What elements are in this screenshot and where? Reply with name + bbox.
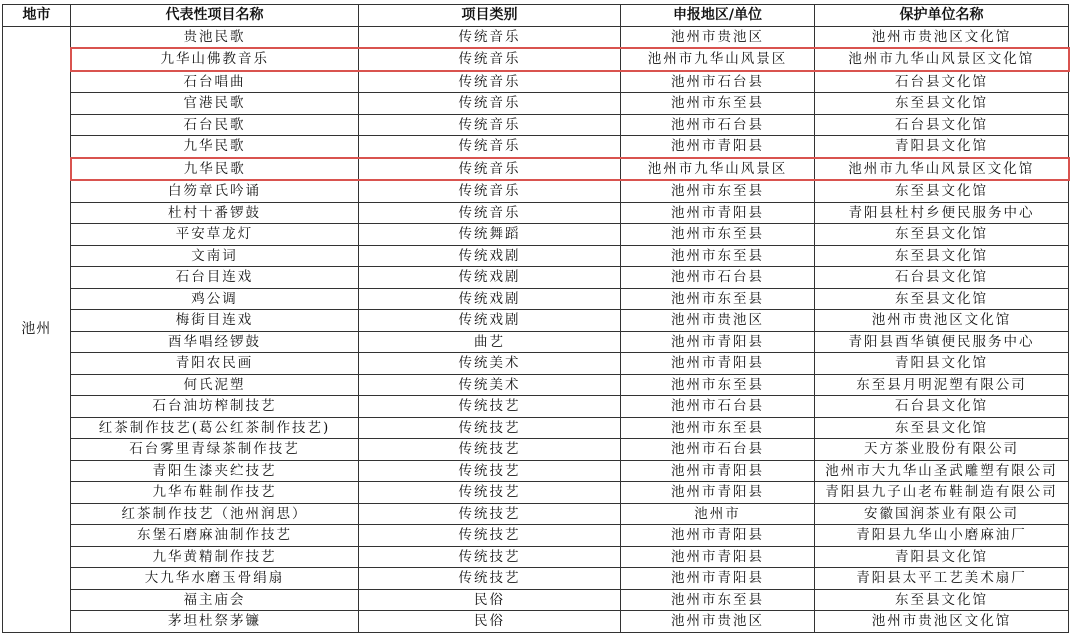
table-row (3, 158, 1069, 181)
table-row (3, 417, 1069, 439)
category-cell: 传统技艺 (359, 460, 621, 482)
unit-cell: 石台县文化馆 (815, 71, 1069, 93)
region-cell: 池州市青阳县 (621, 568, 815, 590)
category-cell: 传统技艺 (359, 568, 621, 590)
table-row (3, 310, 1069, 332)
project-cell: 官港民歌 (71, 93, 359, 115)
category-cell: 传统音乐 (359, 71, 621, 93)
unit-cell: 池州市贵池区文化馆 (815, 611, 1069, 633)
unit-cell: 安徽国润茶业有限公司 (815, 503, 1069, 525)
table-row (3, 93, 1069, 115)
unit-cell: 青阳县酉华镇便民服务中心 (815, 331, 1069, 353)
region-cell: 池州市东至县 (621, 180, 815, 202)
table-row (3, 525, 1069, 547)
unit-cell: 东至县文化馆 (815, 288, 1069, 310)
unit-cell: 青阳县太平工艺美术扇厂 (815, 568, 1069, 590)
unit-cell: 青阳县文化馆 (815, 546, 1069, 568)
category-cell: 传统美术 (359, 353, 621, 375)
region-cell: 池州市东至县 (621, 417, 815, 439)
project-cell: 杜村十番锣鼓 (71, 202, 359, 224)
table-row (3, 48, 1069, 71)
project-cell: 九华黄精制作技艺 (71, 546, 359, 568)
unit-cell: 东至县文化馆 (815, 93, 1069, 115)
region-cell: 池州市石台县 (621, 114, 815, 136)
project-cell: 大九华水磨玉骨绢扇 (71, 568, 359, 590)
unit-cell: 青阳县文化馆 (815, 136, 1069, 158)
heritage-table (2, 4, 1070, 633)
region-cell: 池州市石台县 (621, 396, 815, 418)
table-row (3, 26, 1069, 48)
region-cell: 池州市贵池区 (621, 611, 815, 633)
unit-cell: 天方茶业股份有限公司 (815, 439, 1069, 461)
unit-cell: 东至县文化馆 (815, 180, 1069, 202)
unit-cell: 池州市大九华山圣武雕塑有限公司 (815, 460, 1069, 482)
region-cell: 池州市东至县 (621, 93, 815, 115)
project-cell: 红茶制作技艺(葛公红茶制作技艺) (71, 417, 359, 439)
project-cell: 东堡石磨麻油制作技艺 (71, 525, 359, 547)
category-cell: 传统戏剧 (359, 245, 621, 267)
table-row (3, 611, 1069, 633)
table-row (3, 331, 1069, 353)
project-cell: 石台目连戏 (71, 267, 359, 289)
category-cell: 传统音乐 (359, 136, 621, 158)
region-cell: 池州市青阳县 (621, 525, 815, 547)
region-cell: 池州市青阳县 (621, 460, 815, 482)
category-cell: 传统技艺 (359, 417, 621, 439)
category-cell: 传统舞蹈 (359, 224, 621, 246)
table-row (3, 439, 1069, 461)
unit-cell: 青阳县九子山老布鞋制造有限公司 (815, 482, 1069, 504)
category-cell: 曲艺 (359, 331, 621, 353)
header-category: 项目类别 (359, 5, 621, 27)
city-cell: 池州 (3, 26, 71, 632)
region-cell: 池州市东至县 (621, 288, 815, 310)
project-cell: 青阳生漆夹纻技艺 (71, 460, 359, 482)
table-row (3, 202, 1069, 224)
header-row (3, 5, 1069, 27)
unit-cell: 池州市贵池区文化馆 (815, 310, 1069, 332)
project-cell: 石台唱曲 (71, 71, 359, 93)
table-row (3, 224, 1069, 246)
category-cell: 传统技艺 (359, 503, 621, 525)
project-cell: 何氏泥塑 (71, 374, 359, 396)
region-cell: 池州市青阳县 (621, 202, 815, 224)
region-cell: 池州市东至县 (621, 374, 815, 396)
region-cell: 池州市石台县 (621, 439, 815, 461)
project-cell: 九华山佛教音乐 (71, 48, 359, 71)
region-cell: 池州市 (621, 503, 815, 525)
table-row (3, 353, 1069, 375)
table-row (3, 460, 1069, 482)
project-cell: 鸡公调 (71, 288, 359, 310)
table-row (3, 245, 1069, 267)
project-cell: 石台雾里青绿茶制作技艺 (71, 439, 359, 461)
category-cell: 民俗 (359, 589, 621, 611)
unit-cell: 青阳县九华山小磨麻油厂 (815, 525, 1069, 547)
category-cell: 传统技艺 (359, 439, 621, 461)
region-cell: 池州市青阳县 (621, 546, 815, 568)
category-cell: 传统音乐 (359, 180, 621, 202)
unit-cell: 东至县月明泥塑有限公司 (815, 374, 1069, 396)
category-cell: 传统音乐 (359, 158, 621, 181)
table-row (3, 288, 1069, 310)
project-cell: 九华民歌 (71, 158, 359, 181)
region-cell: 池州市青阳县 (621, 482, 815, 504)
table-row (3, 136, 1069, 158)
region-cell: 池州市东至县 (621, 224, 815, 246)
project-cell: 红茶制作技艺（池州润思） (71, 503, 359, 525)
project-cell: 福主庙会 (71, 589, 359, 611)
header-city: 地市 (3, 5, 71, 27)
unit-cell: 青阳县杜村乡便民服务中心 (815, 202, 1069, 224)
region-cell: 池州市青阳县 (621, 331, 815, 353)
region-cell: 池州市东至县 (621, 589, 815, 611)
table-row (3, 503, 1069, 525)
project-cell: 石台民歌 (71, 114, 359, 136)
category-cell: 传统音乐 (359, 114, 621, 136)
unit-cell: 池州市九华山风景区文化馆 (815, 158, 1069, 181)
category-cell: 传统戏剧 (359, 310, 621, 332)
category-cell: 传统音乐 (359, 93, 621, 115)
project-cell: 梅街目连戏 (71, 310, 359, 332)
table-row (3, 71, 1069, 93)
table-row (3, 180, 1069, 202)
project-cell: 青阳农民画 (71, 353, 359, 375)
unit-cell: 石台县文化馆 (815, 396, 1069, 418)
project-cell: 白笏章氏吟诵 (71, 180, 359, 202)
table-body (3, 26, 1069, 632)
table-row (3, 589, 1069, 611)
region-cell: 池州市东至县 (621, 245, 815, 267)
region-cell: 池州市青阳县 (621, 136, 815, 158)
table-row (3, 396, 1069, 418)
unit-cell: 东至县文化馆 (815, 417, 1069, 439)
category-cell: 传统技艺 (359, 525, 621, 547)
unit-cell: 东至县文化馆 (815, 224, 1069, 246)
category-cell: 传统技艺 (359, 546, 621, 568)
header-unit: 保护单位名称 (815, 5, 1069, 27)
table-row (3, 482, 1069, 504)
category-cell: 传统音乐 (359, 48, 621, 71)
table-row (3, 374, 1069, 396)
table-row (3, 546, 1069, 568)
project-cell: 茅坦杜祭茅镰 (71, 611, 359, 633)
unit-cell: 石台县文化馆 (815, 267, 1069, 289)
table-row (3, 114, 1069, 136)
table-row (3, 267, 1069, 289)
region-cell: 池州市石台县 (621, 71, 815, 93)
project-cell: 文南词 (71, 245, 359, 267)
category-cell: 传统音乐 (359, 26, 621, 48)
project-cell: 九华民歌 (71, 136, 359, 158)
region-cell: 池州市石台县 (621, 267, 815, 289)
category-cell: 传统戏剧 (359, 267, 621, 289)
category-cell: 传统美术 (359, 374, 621, 396)
unit-cell: 石台县文化馆 (815, 114, 1069, 136)
region-cell: 池州市青阳县 (621, 353, 815, 375)
project-cell: 平安草龙灯 (71, 224, 359, 246)
region-cell: 池州市九华山风景区 (621, 158, 815, 181)
unit-cell: 池州市贵池区文化馆 (815, 26, 1069, 48)
project-cell: 酉华唱经锣鼓 (71, 331, 359, 353)
region-cell: 池州市九华山风景区 (621, 48, 815, 71)
project-cell: 石台油坊榨制技艺 (71, 396, 359, 418)
category-cell: 传统音乐 (359, 202, 621, 224)
region-cell: 池州市贵池区 (621, 26, 815, 48)
unit-cell: 东至县文化馆 (815, 589, 1069, 611)
category-cell: 传统技艺 (359, 482, 621, 504)
project-cell: 九华布鞋制作技艺 (71, 482, 359, 504)
unit-cell: 池州市九华山风景区文化馆 (815, 48, 1069, 71)
unit-cell: 东至县文化馆 (815, 245, 1069, 267)
category-cell: 民俗 (359, 611, 621, 633)
category-cell: 传统技艺 (359, 396, 621, 418)
category-cell: 传统戏剧 (359, 288, 621, 310)
header-project: 代表性项目名称 (71, 5, 359, 27)
project-cell: 贵池民歌 (71, 26, 359, 48)
header-region: 申报地区/单位 (621, 5, 815, 27)
table-row (3, 568, 1069, 590)
region-cell: 池州市贵池区 (621, 310, 815, 332)
unit-cell: 青阳县文化馆 (815, 353, 1069, 375)
